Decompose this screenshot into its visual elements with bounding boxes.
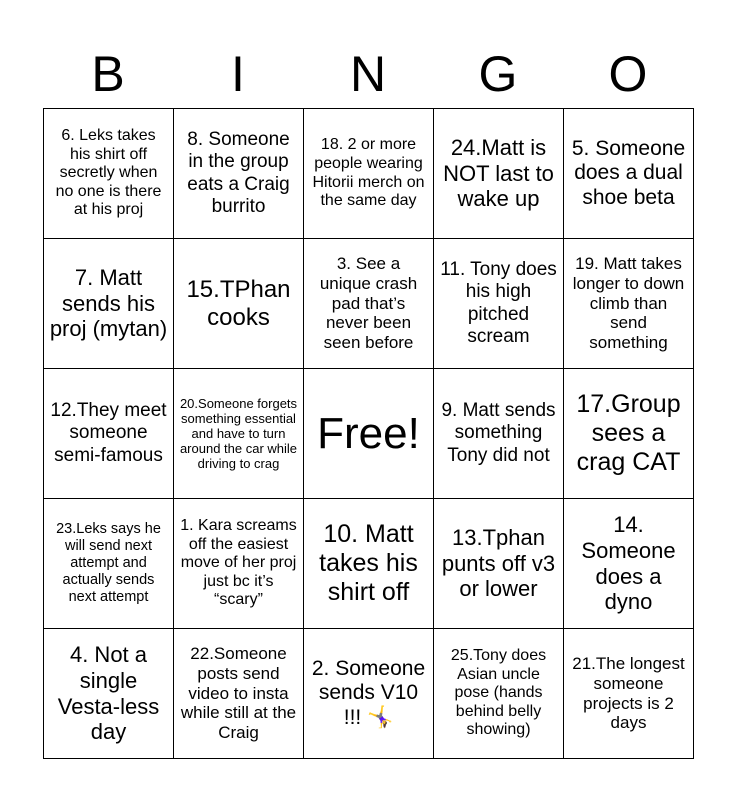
board-row bbox=[44, 109, 694, 239]
bingo-cell[interactable]: 5. Someone does a dual shoe beta bbox=[564, 109, 694, 239]
bingo-cell[interactable]: 23.Leks says he will send next attempt and actually sends next attempt bbox=[44, 499, 174, 629]
header-letter-i: I bbox=[231, 46, 245, 102]
bingo-cell[interactable]: 4. Not a single Vesta-less day bbox=[44, 629, 174, 759]
board-row bbox=[44, 629, 694, 759]
bingo-cell[interactable]: 21.The longest someone projects is 2 days bbox=[564, 629, 694, 759]
bingo-cell[interactable]: 24.Matt is NOT last to wake up bbox=[434, 109, 564, 239]
board-row bbox=[44, 369, 694, 499]
header-letter-g: G bbox=[478, 46, 518, 102]
bingo-cell[interactable]: 19. Matt takes longer to down climb than send something bbox=[564, 239, 694, 369]
bingo-cell[interactable]: 2. Someone sends V10 !!! 🤸‍♀️ bbox=[304, 629, 434, 759]
bingo-cell[interactable]: 12.They meet someone semi-famous bbox=[44, 369, 174, 499]
bingo-cell[interactable]: 22.Someone posts send video to insta while still at the Craig bbox=[174, 629, 304, 759]
bingo-cell[interactable]: 13.Tphan punts off v3 or lower bbox=[434, 499, 564, 629]
bingo-cell[interactable]: 11. Tony does his high pitched scream bbox=[434, 239, 564, 369]
bingo-cell[interactable]: 20.Someone forgets something essential and have to turn around the car while driving to crag bbox=[174, 369, 304, 499]
header-letter-o: O bbox=[608, 46, 648, 102]
bingo-cell[interactable]: 9. Matt sends something Tony did not bbox=[434, 369, 564, 499]
bingo-cell[interactable]: 6. Leks takes his shirt off secretly when no one is there at his proj bbox=[44, 109, 174, 239]
bingo-cell[interactable]: 25.Tony does Asian uncle pose (hands behind belly showing) bbox=[434, 629, 564, 759]
board-row bbox=[44, 239, 694, 369]
board-row bbox=[44, 499, 694, 629]
bingo-cell[interactable]: 3. See a unique crash pad that’s never been seen before bbox=[304, 239, 434, 369]
bingo-cell[interactable]: 17.Group sees a crag CAT bbox=[564, 369, 694, 499]
header-letter-b: B bbox=[91, 46, 125, 102]
bingo-cell[interactable]: 15.TPhan cooks bbox=[174, 239, 304, 369]
header-letter-n: N bbox=[349, 46, 387, 102]
bingo-cell[interactable]: 8. Someone in the group eats a Craig burrito bbox=[174, 109, 304, 239]
bingo-header bbox=[43, 40, 693, 108]
bingo-cell[interactable]: 18. 2 or more people wearing Hitorii merch on the same day bbox=[304, 109, 434, 239]
free-cell[interactable]: Free! bbox=[304, 369, 434, 499]
bingo-cell[interactable]: 10. Matt takes his shirt off bbox=[304, 499, 434, 629]
bingo-board bbox=[43, 108, 694, 759]
bingo-cell[interactable]: 14. Someone does a dyno bbox=[564, 499, 694, 629]
bingo-cell[interactable]: 7. Matt sends his proj (mytan) bbox=[44, 239, 174, 369]
bingo-cell[interactable]: 1. Kara screams off the easiest move of her proj just bc it’s “scary” bbox=[174, 499, 304, 629]
